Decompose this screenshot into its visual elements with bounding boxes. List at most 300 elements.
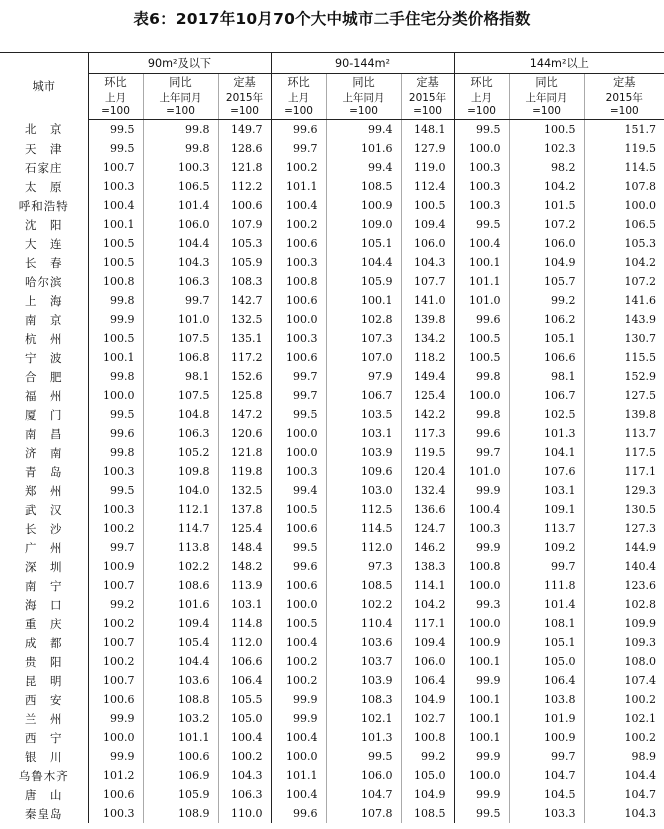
value-cell: 103.1: [326, 424, 401, 443]
value-cell: 142.7: [218, 291, 271, 310]
value-cell: 105.1: [509, 329, 584, 348]
group-header-small: 90m²及以下: [88, 53, 271, 74]
table-row: [0, 709, 664, 728]
value-cell: 101.3: [509, 424, 584, 443]
value-cell: 100.3: [271, 462, 326, 481]
value-cell: 106.0: [143, 215, 218, 234]
value-cell: 99.5: [271, 405, 326, 424]
value-cell: 106.4: [401, 671, 454, 690]
value-cell: 104.3: [143, 253, 218, 272]
city-cell: 重 庆: [25, 616, 63, 631]
value-cell: 105.0: [218, 709, 271, 728]
city-cell: 合 肥: [25, 369, 63, 384]
value-cell: 113.7: [584, 424, 664, 443]
value-cell: 99.7: [88, 538, 143, 557]
value-cell: 115.5: [584, 348, 664, 367]
value-cell: 130.5: [584, 500, 664, 519]
table-row: [0, 652, 664, 671]
value-cell: 121.8: [218, 443, 271, 462]
value-cell: 103.6: [326, 633, 401, 652]
value-cell: 103.5: [326, 405, 401, 424]
table-row: [0, 196, 664, 215]
value-cell: 149.7: [218, 120, 271, 140]
value-cell: 105.0: [401, 766, 454, 785]
value-cell: 104.7: [509, 766, 584, 785]
value-cell: 100.0: [88, 728, 143, 747]
table-row: [0, 272, 664, 291]
value-cell: 107.6: [509, 462, 584, 481]
value-cell: 100.0: [271, 310, 326, 329]
value-cell: 104.4: [326, 253, 401, 272]
value-cell: 102.8: [584, 595, 664, 614]
value-cell: 99.6: [454, 424, 509, 443]
value-cell: 100.0: [454, 576, 509, 595]
value-cell: 100.5: [454, 348, 509, 367]
table-row: [0, 462, 664, 481]
value-cell: 100.6: [271, 576, 326, 595]
value-cell: 117.3: [401, 424, 454, 443]
value-cell: 127.3: [584, 519, 664, 538]
table-row: [0, 576, 664, 595]
table-row: [0, 595, 664, 614]
table-title: 表6：2017年10月70个大中城市二手住宅分类价格指数: [133, 10, 531, 28]
table-row: [0, 557, 664, 576]
city-cell: 宁 波: [25, 350, 63, 365]
base-header-0-1: 上年同月 =100: [143, 90, 218, 120]
value-cell: 104.2: [584, 253, 664, 272]
table-row: [0, 538, 664, 557]
value-cell: 98.2: [509, 158, 584, 177]
value-cell: 100.9: [88, 557, 143, 576]
value-cell: 100.0: [88, 386, 143, 405]
value-cell: 107.2: [584, 272, 664, 291]
value-cell: 108.5: [326, 177, 401, 196]
value-cell: 101.1: [271, 177, 326, 196]
value-cell: 108.9: [143, 804, 218, 823]
value-cell: 148.4: [218, 538, 271, 557]
city-cell: 济 南: [25, 445, 63, 460]
value-cell: 109.2: [509, 538, 584, 557]
city-cell: 杭 州: [25, 331, 63, 346]
value-cell: 99.5: [326, 747, 401, 766]
sub-header-0-2: 定基: [218, 74, 271, 91]
city-cell: 成 都: [25, 635, 63, 650]
value-cell: 123.6: [584, 576, 664, 595]
value-cell: 113.9: [218, 576, 271, 595]
value-cell: 105.7: [509, 272, 584, 291]
value-cell: 99.7: [271, 386, 326, 405]
value-cell: 142.2: [401, 405, 454, 424]
value-cell: 101.0: [454, 462, 509, 481]
value-cell: 141.0: [401, 291, 454, 310]
value-cell: 100.4: [454, 500, 509, 519]
value-cell: 99.5: [88, 481, 143, 500]
value-cell: 101.1: [143, 728, 218, 747]
value-cell: 98.9: [584, 747, 664, 766]
table-row: [0, 253, 664, 272]
value-cell: 106.7: [509, 386, 584, 405]
value-cell: 100.2: [271, 158, 326, 177]
value-cell: 100.3: [88, 177, 143, 196]
table-row: [0, 405, 664, 424]
table-row: [0, 614, 664, 633]
value-cell: 106.3: [143, 272, 218, 291]
city-cell: 西 安: [25, 692, 63, 707]
value-cell: 112.4: [401, 177, 454, 196]
city-cell: 青 岛: [25, 464, 63, 479]
value-cell: 109.4: [143, 614, 218, 633]
value-cell: 107.8: [584, 177, 664, 196]
value-cell: 100.6: [271, 519, 326, 538]
value-cell: 101.6: [143, 595, 218, 614]
value-cell: 99.7: [509, 557, 584, 576]
value-cell: 100.9: [509, 728, 584, 747]
table-row: [0, 443, 664, 462]
value-cell: 99.4: [326, 158, 401, 177]
value-cell: 147.2: [218, 405, 271, 424]
value-cell: 100.9: [454, 633, 509, 652]
value-cell: 101.4: [143, 196, 218, 215]
value-cell: 103.7: [326, 652, 401, 671]
city-cell: 南 京: [25, 312, 63, 327]
value-cell: 104.7: [326, 785, 401, 804]
value-cell: 107.3: [326, 329, 401, 348]
value-cell: 114.5: [326, 519, 401, 538]
value-cell: 100.1: [454, 253, 509, 272]
value-cell: 130.7: [584, 329, 664, 348]
value-cell: 99.9: [271, 690, 326, 709]
value-cell: 103.1: [218, 595, 271, 614]
value-cell: 106.4: [509, 671, 584, 690]
city-cell: 长 春: [25, 255, 63, 270]
value-cell: 112.1: [143, 500, 218, 519]
value-cell: 99.6: [271, 804, 326, 823]
value-cell: 106.6: [509, 348, 584, 367]
value-cell: 106.3: [143, 424, 218, 443]
group-header-large: 144m²以上: [454, 53, 664, 74]
value-cell: 149.4: [401, 367, 454, 386]
value-cell: 104.8: [143, 405, 218, 424]
value-cell: 151.7: [584, 120, 664, 140]
sub-header-2-2: 定基: [584, 74, 664, 91]
value-cell: 99.9: [454, 747, 509, 766]
city-cell: 呼和浩特: [18, 198, 69, 213]
base-header-2-0: 上月 =100: [454, 90, 509, 120]
table-row: [0, 177, 664, 196]
value-cell: 101.3: [326, 728, 401, 747]
value-cell: 117.5: [584, 443, 664, 462]
base-header-2-2: 2015年 =100: [584, 90, 664, 120]
value-cell: 112.0: [326, 538, 401, 557]
table-row: [0, 291, 664, 310]
value-cell: 120.4: [401, 462, 454, 481]
value-cell: 99.7: [143, 291, 218, 310]
value-cell: 108.8: [143, 690, 218, 709]
value-cell: 108.6: [143, 576, 218, 595]
value-cell: 102.2: [326, 595, 401, 614]
value-cell: 108.0: [584, 652, 664, 671]
value-cell: 105.5: [218, 690, 271, 709]
sub-header-2-0: 环比: [454, 74, 509, 91]
value-cell: 146.2: [401, 538, 454, 557]
value-cell: 107.9: [218, 215, 271, 234]
table-row: [0, 139, 664, 158]
value-cell: 100.3: [271, 329, 326, 348]
value-cell: 99.5: [88, 120, 143, 140]
value-cell: 100.2: [88, 519, 143, 538]
value-cell: 107.5: [143, 386, 218, 405]
value-cell: 100.3: [454, 519, 509, 538]
value-cell: 104.4: [143, 234, 218, 253]
value-cell: 99.2: [401, 747, 454, 766]
value-cell: 102.1: [584, 709, 664, 728]
table-row: [0, 804, 664, 823]
value-cell: 108.3: [326, 690, 401, 709]
city-cell: 银 川: [25, 749, 63, 764]
value-cell: 99.4: [271, 481, 326, 500]
value-cell: 139.8: [584, 405, 664, 424]
city-cell: 北 京: [25, 122, 63, 137]
value-cell: 102.7: [401, 709, 454, 728]
value-cell: 100.3: [271, 253, 326, 272]
value-cell: 104.2: [509, 177, 584, 196]
value-cell: 109.4: [401, 633, 454, 652]
value-cell: 99.9: [454, 785, 509, 804]
value-cell: 107.4: [584, 671, 664, 690]
city-cell: 乌鲁木齐: [18, 768, 69, 783]
city-cell: 上 海: [25, 293, 63, 308]
value-cell: 100.2: [271, 215, 326, 234]
table-row: [0, 728, 664, 747]
table-row: [0, 519, 664, 538]
value-cell: 100.4: [88, 196, 143, 215]
value-cell: 100.5: [271, 500, 326, 519]
value-cell: 152.9: [584, 367, 664, 386]
value-cell: 114.7: [143, 519, 218, 538]
value-cell: 148.2: [218, 557, 271, 576]
value-cell: 110.0: [218, 804, 271, 823]
value-cell: 101.6: [326, 139, 401, 158]
value-cell: 119.5: [584, 139, 664, 158]
value-cell: 104.3: [584, 804, 664, 823]
value-cell: 121.8: [218, 158, 271, 177]
value-cell: 100.8: [401, 728, 454, 747]
city-cell: 长 沙: [25, 521, 63, 536]
value-cell: 125.4: [401, 386, 454, 405]
value-cell: 100.2: [88, 614, 143, 633]
value-cell: 100.6: [143, 747, 218, 766]
value-cell: 99.5: [454, 215, 509, 234]
value-cell: 99.2: [509, 291, 584, 310]
value-cell: 117.2: [218, 348, 271, 367]
value-cell: 100.3: [88, 462, 143, 481]
base-header-1-1: 上年同月 =100: [326, 90, 401, 120]
value-cell: 105.9: [218, 253, 271, 272]
table-row: [0, 386, 664, 405]
value-cell: 105.3: [584, 234, 664, 253]
value-cell: 104.5: [509, 785, 584, 804]
sub-header-row: [0, 74, 664, 91]
value-cell: 100.3: [88, 500, 143, 519]
value-cell: 105.1: [326, 234, 401, 253]
table-row: [0, 348, 664, 367]
value-cell: 100.3: [88, 804, 143, 823]
base-header-1-2: 2015年 =100: [401, 90, 454, 120]
value-cell: 106.3: [218, 785, 271, 804]
table-row: [0, 690, 664, 709]
value-cell: 138.3: [401, 557, 454, 576]
value-cell: 106.9: [143, 766, 218, 785]
value-cell: 108.5: [401, 804, 454, 823]
value-cell: 100.2: [88, 652, 143, 671]
city-cell: 唐 山: [25, 787, 63, 802]
value-cell: 106.8: [143, 348, 218, 367]
value-cell: 99.6: [88, 424, 143, 443]
value-cell: 104.2: [401, 595, 454, 614]
value-cell: 139.8: [401, 310, 454, 329]
value-cell: 104.4: [584, 766, 664, 785]
value-cell: 127.5: [584, 386, 664, 405]
value-cell: 100.0: [454, 139, 509, 158]
value-cell: 99.8: [143, 139, 218, 158]
value-cell: 100.0: [454, 386, 509, 405]
value-cell: 105.2: [143, 443, 218, 462]
value-cell: 106.5: [584, 215, 664, 234]
value-cell: 119.5: [401, 443, 454, 462]
value-cell: 99.5: [454, 120, 509, 140]
value-cell: 117.1: [401, 614, 454, 633]
value-cell: 100.8: [271, 272, 326, 291]
group-header-medium: 90-144m²: [271, 53, 454, 74]
table-row: [0, 481, 664, 500]
value-cell: 100.5: [401, 196, 454, 215]
value-cell: 104.1: [509, 443, 584, 462]
value-cell: 100.3: [143, 158, 218, 177]
value-cell: 100.1: [88, 348, 143, 367]
value-cell: 99.9: [454, 538, 509, 557]
value-cell: 101.1: [454, 272, 509, 291]
value-cell: 125.8: [218, 386, 271, 405]
value-cell: 132.4: [401, 481, 454, 500]
city-cell: 南 昌: [25, 426, 63, 441]
value-cell: 99.5: [271, 538, 326, 557]
value-cell: 106.7: [326, 386, 401, 405]
city-cell: 大 连: [25, 236, 63, 251]
table-row: [0, 500, 664, 519]
city-cell: 南 宁: [25, 578, 63, 593]
value-cell: 101.2: [88, 766, 143, 785]
city-cell: 太 原: [25, 179, 63, 194]
value-cell: 109.4: [401, 215, 454, 234]
value-cell: 100.4: [271, 785, 326, 804]
table-row: [0, 310, 664, 329]
value-cell: 107.0: [326, 348, 401, 367]
value-cell: 102.2: [143, 557, 218, 576]
value-cell: 100.6: [88, 690, 143, 709]
value-cell: 100.0: [454, 766, 509, 785]
value-cell: 100.4: [454, 234, 509, 253]
value-cell: 103.8: [509, 690, 584, 709]
value-cell: 100.2: [271, 671, 326, 690]
value-cell: 99.6: [271, 557, 326, 576]
value-cell: 103.9: [326, 443, 401, 462]
value-cell: 132.5: [218, 310, 271, 329]
value-cell: 127.9: [401, 139, 454, 158]
value-cell: 100.5: [271, 614, 326, 633]
value-cell: 99.9: [454, 481, 509, 500]
sub-header-0-1: 同比: [143, 74, 218, 91]
value-cell: 99.7: [454, 443, 509, 462]
value-cell: 102.3: [509, 139, 584, 158]
value-cell: 99.9: [88, 747, 143, 766]
value-cell: 99.6: [454, 310, 509, 329]
value-cell: 106.2: [509, 310, 584, 329]
value-cell: 100.5: [88, 329, 143, 348]
value-cell: 105.0: [509, 652, 584, 671]
city-cell: 广 州: [25, 540, 63, 555]
value-cell: 106.0: [401, 652, 454, 671]
value-cell: 100.4: [271, 633, 326, 652]
value-cell: 98.1: [509, 367, 584, 386]
value-cell: 108.5: [326, 576, 401, 595]
value-cell: 104.0: [143, 481, 218, 500]
table-row: [0, 329, 664, 348]
value-cell: 100.1: [454, 728, 509, 747]
sub-header-1-0: 环比: [271, 74, 326, 91]
value-cell: 107.8: [326, 804, 401, 823]
value-cell: 107.7: [401, 272, 454, 291]
value-cell: 99.9: [271, 709, 326, 728]
value-cell: 102.1: [326, 709, 401, 728]
value-cell: 109.6: [326, 462, 401, 481]
value-cell: 106.0: [509, 234, 584, 253]
value-cell: 100.1: [454, 709, 509, 728]
value-cell: 109.3: [584, 633, 664, 652]
value-cell: 106.0: [401, 234, 454, 253]
table-row: [0, 747, 664, 766]
value-cell: 101.1: [271, 766, 326, 785]
value-cell: 99.2: [88, 595, 143, 614]
value-cell: 137.8: [218, 500, 271, 519]
table-row: [0, 215, 664, 234]
city-cell: 深 圳: [25, 559, 63, 574]
value-cell: 100.6: [271, 234, 326, 253]
value-cell: 104.4: [143, 652, 218, 671]
value-cell: 100.0: [584, 196, 664, 215]
value-cell: 100.5: [454, 329, 509, 348]
sub-header-1-1: 同比: [326, 74, 401, 91]
value-cell: 114.8: [218, 614, 271, 633]
table-row: [0, 158, 664, 177]
value-cell: 102.8: [326, 310, 401, 329]
value-cell: 114.5: [584, 158, 664, 177]
value-cell: 97.3: [326, 557, 401, 576]
value-cell: 143.9: [584, 310, 664, 329]
value-cell: 100.1: [88, 215, 143, 234]
value-cell: 104.7: [584, 785, 664, 804]
value-cell: 100.2: [218, 747, 271, 766]
value-cell: 104.9: [401, 785, 454, 804]
table-row: [0, 671, 664, 690]
value-cell: 132.5: [218, 481, 271, 500]
city-cell: 昆 明: [25, 673, 63, 688]
value-cell: 100.6: [271, 291, 326, 310]
value-cell: 113.8: [143, 538, 218, 557]
value-cell: 99.8: [143, 120, 218, 140]
value-cell: 109.8: [143, 462, 218, 481]
value-cell: 100.8: [88, 272, 143, 291]
value-cell: 100.6: [88, 785, 143, 804]
